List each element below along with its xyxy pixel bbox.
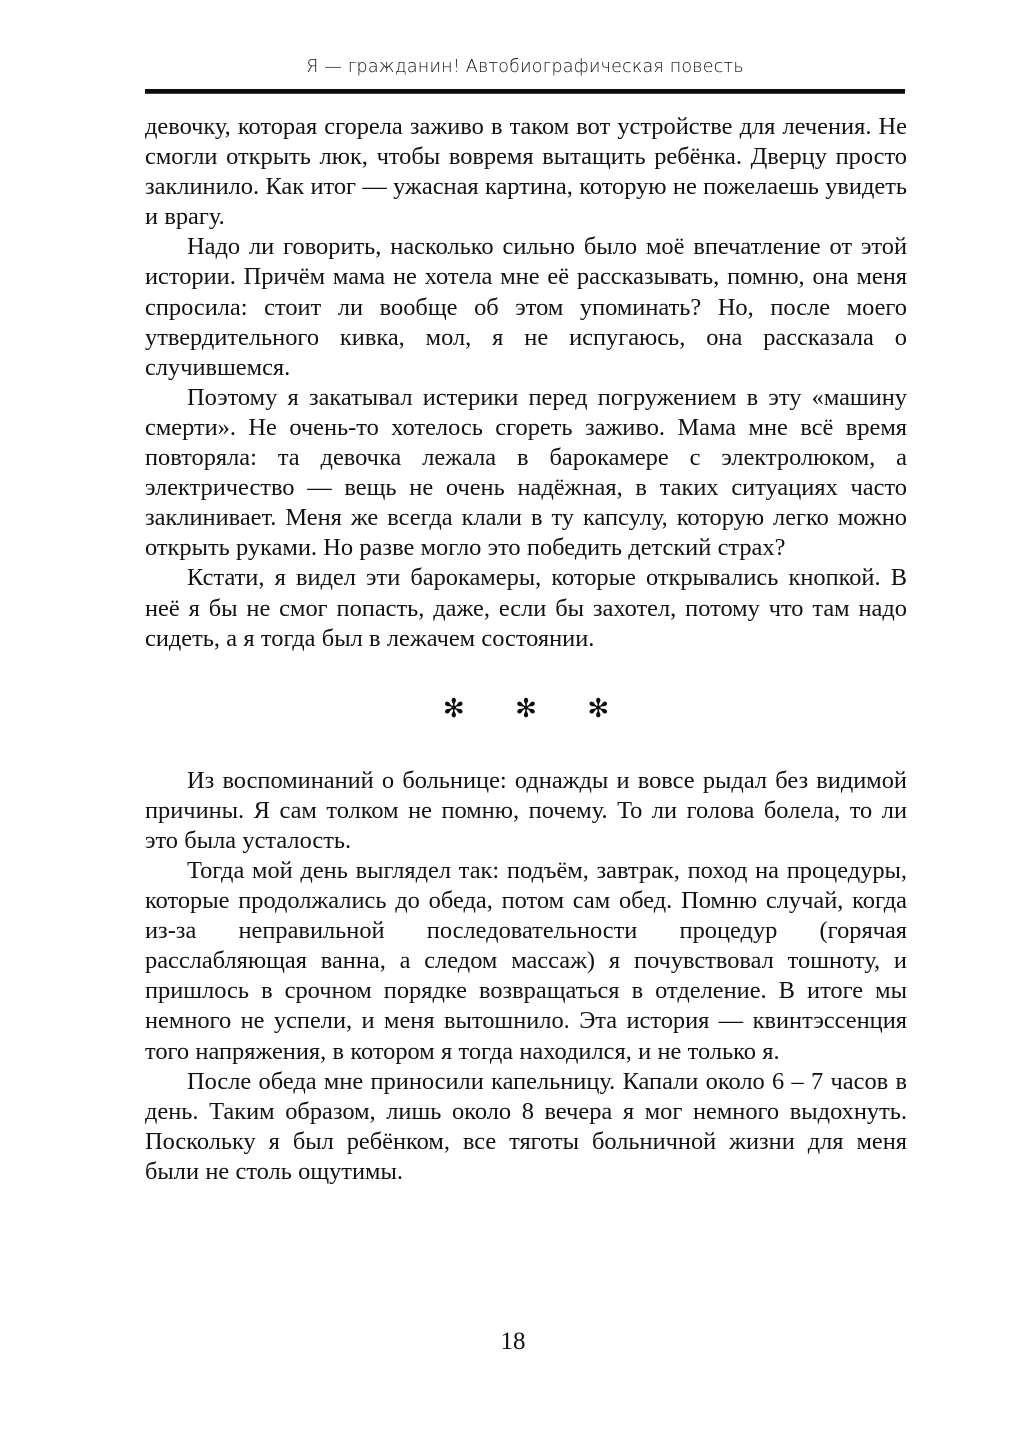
body-paragraph: Тогда мой день выглядел так: подъём, завтрак, поход на процедуры, которые продолжались до обеда, потом сам обед. Помню случай, когда из-за неправильной последовательности процедур (горячая расслабляющая ванна, а следом массаж) я почувствовал тошноту, и пришлось в срочном порядке возвращаться в отделение. В итоге мы немного не успели, и меня вытошнило. Эта история — квинтэссенция того напряжения, в котором я тогда находился, и не только я. [145,856,907,1065]
body-paragraph: После обеда мне приносили капельницу. Капали около 6 – 7 часов в день. Таким образом, лишь около 8 вечера я мог немного выдохнуть. Поскольку я был ребёнком, все тяготы больничной жизни для меня были не столь ощутимы. [145,1067,907,1185]
body-paragraph: Кстати, я видел эти барокамеры, которые открывались кнопкой. В неё я бы не смог попасть, даже, если бы захотел, потому что там надо сидеть, а я тогда был в лежачем состоянии. [145,564,907,652]
page-number: 18 [500,1328,526,1355]
section-separator-asterisks: ✻ ✻ ✻ [442,693,632,723]
body-paragraph: Из воспоминаний о больнице: однажды и вовсе рыдал без видимой причины. Я сам толком не помню, почему. То ли голова болела, то ли это была усталость. [145,766,907,854]
text-block [145,112,907,1187]
header-rule [145,89,905,94]
body-paragraph: Надо ли говорить, насколько сильно было моё впечатление от этой истории. Причём мама не хотела мне её рассказывать, помню, она меня спросила: стоит ли вообще об этом упоминать? Но, после моего утвердительного кивка, мол, я не испугаюсь, она рассказала о случившемся. [145,233,907,381]
body-paragraph: Поэтому я закатывал истерики перед погружением в эту «машину смерти». Не очень-то хотелось сгореть заживо. Мама мне всё время повторяла: та девочка лежала в барокамере с электролюком, а электричество — вещь не очень надёжная, в таких ситуациях часто заклинивает. Меня же всегда клали в ту капсулу, которую легко можно открыть руками. Но разве могло это победить детский страх? [145,383,907,562]
body-paragraph: девочку, которая сгорела заживо в таком вот устройстве для лечения. Не смогли открыть люк, чтобы вовремя вытащить ребёнка. Дверцу просто заклинило. Как итог — ужасная картина, которую не пожелаешь увидеть и врагу. [145,113,907,231]
running-head: Я — гражданин! Автобиографическая повесть [306,57,744,77]
